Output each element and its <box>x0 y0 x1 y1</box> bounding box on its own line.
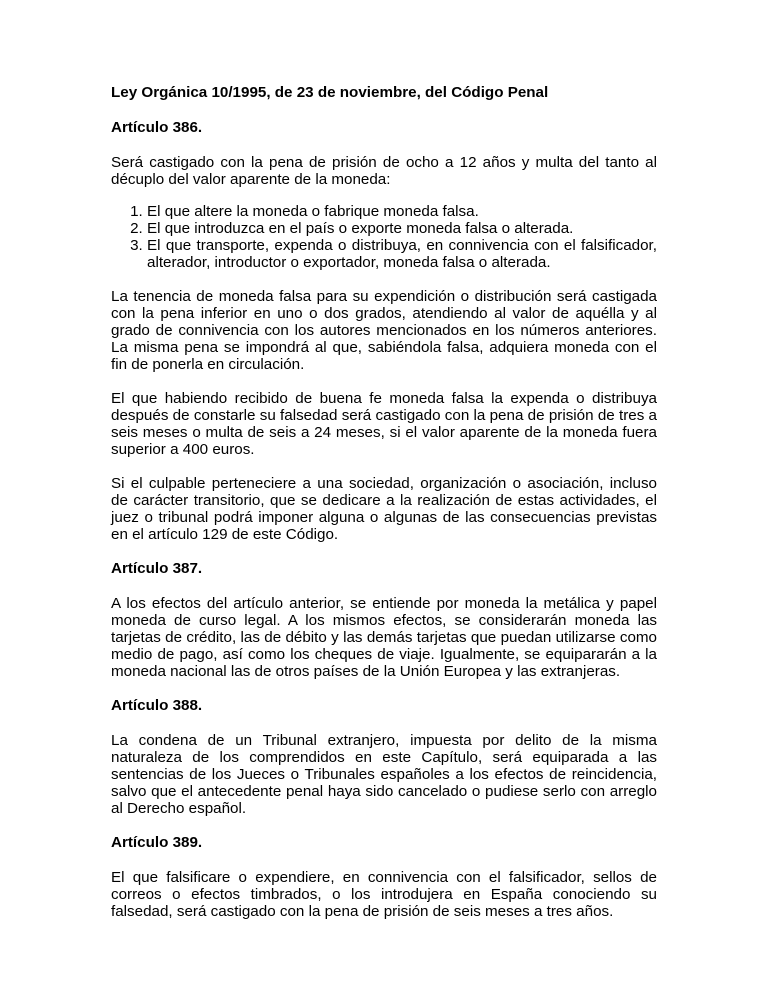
article-heading: Artículo 388. <box>111 697 203 714</box>
article-paragraph: La tenencia de moneda falsa para su expendición o distribución será castigada con la pena inferior en uno o dos grados, atendiendo al valor de aquélla y al grado de connivencia con los autores mencionados en los números anteriores. La misma pena se impondrá al que, sabiéndola falsa, adquiera moneda con el fin de ponerla en circulación. <box>111 288 657 373</box>
article-paragraph: El que falsificare o expendiere, en connivencia con el falsificador, sellos de correos o efectos timbrados, o los introdujera en España conociendo su falsedad, será castigado con la pena de prisión de seis meses a tres años. <box>111 869 657 920</box>
list-item: 1. El que altere la moneda o fabrique moneda falsa. <box>147 203 657 220</box>
article-heading: Artículo 386. <box>111 119 203 136</box>
article-heading: Artículo 387. <box>111 560 203 577</box>
article-paragraph: La condena de un Tribunal extranjero, impuesta por delito de la misma naturaleza de los comprendidos en este Capítulo, será equiparada a las sentencias de los Jueces o Tribunales españoles a los efectos de reincidencia, salvo que el antecedente penal haya sido cancelado o pudiese serlo con arreglo al Derecho español. <box>111 732 657 817</box>
article-paragraph: Si el culpable perteneciere a una sociedad, organización o asociación, incluso de carácter transitorio, que se dedicare a la realización de estas actividades, el juez o tribunal podrá imponer alguna o algunas de las consecuencias previstas en el artículo 129 de este Código. <box>111 475 657 543</box>
list-item: 3. El que transporte, expenda o distribuya, en connivencia con el falsificador, alterador, introductor o exportador, moneda falsa o alterada. <box>147 237 657 271</box>
article-389 <box>111 834 657 920</box>
document-page <box>111 84 657 937</box>
numbered-list <box>111 203 657 271</box>
list-item: 2. El que introduzca en el país o exporte moneda falsa o alterada. <box>147 220 657 237</box>
article-386 <box>111 119 657 543</box>
article-paragraph: El que habiendo recibido de buena fe moneda falsa la expenda o distribuya después de constarle su falsedad será castigado con la pena de prisión de tres a seis meses o multa de seis a 24 meses, si el valor aparente de la moneda fuera superior a 400 euros. <box>111 390 657 458</box>
article-388 <box>111 697 657 817</box>
document-title: Ley Orgánica 10/1995, de 23 de noviembre, del Código Penal <box>111 84 549 101</box>
article-intro: Será castigado con la pena de prisión de ocho a 12 años y multa del tanto al décuplo del valor aparente de la moneda: <box>111 154 657 188</box>
article-387 <box>111 560 657 680</box>
article-paragraph: A los efectos del artículo anterior, se entiende por moneda la metálica y papel moneda de curso legal. A los mismos efectos, se considerarán moneda las tarjetas de crédito, las de débito y las demás tarjetas que puedan utilizarse como medio de pago, así como los cheques de viaje. Igualmente, se equipararán a la moneda nacional las de otros países de la Unión Europea y las extranjeras. <box>111 595 657 680</box>
article-heading: Artículo 389. <box>111 834 203 851</box>
